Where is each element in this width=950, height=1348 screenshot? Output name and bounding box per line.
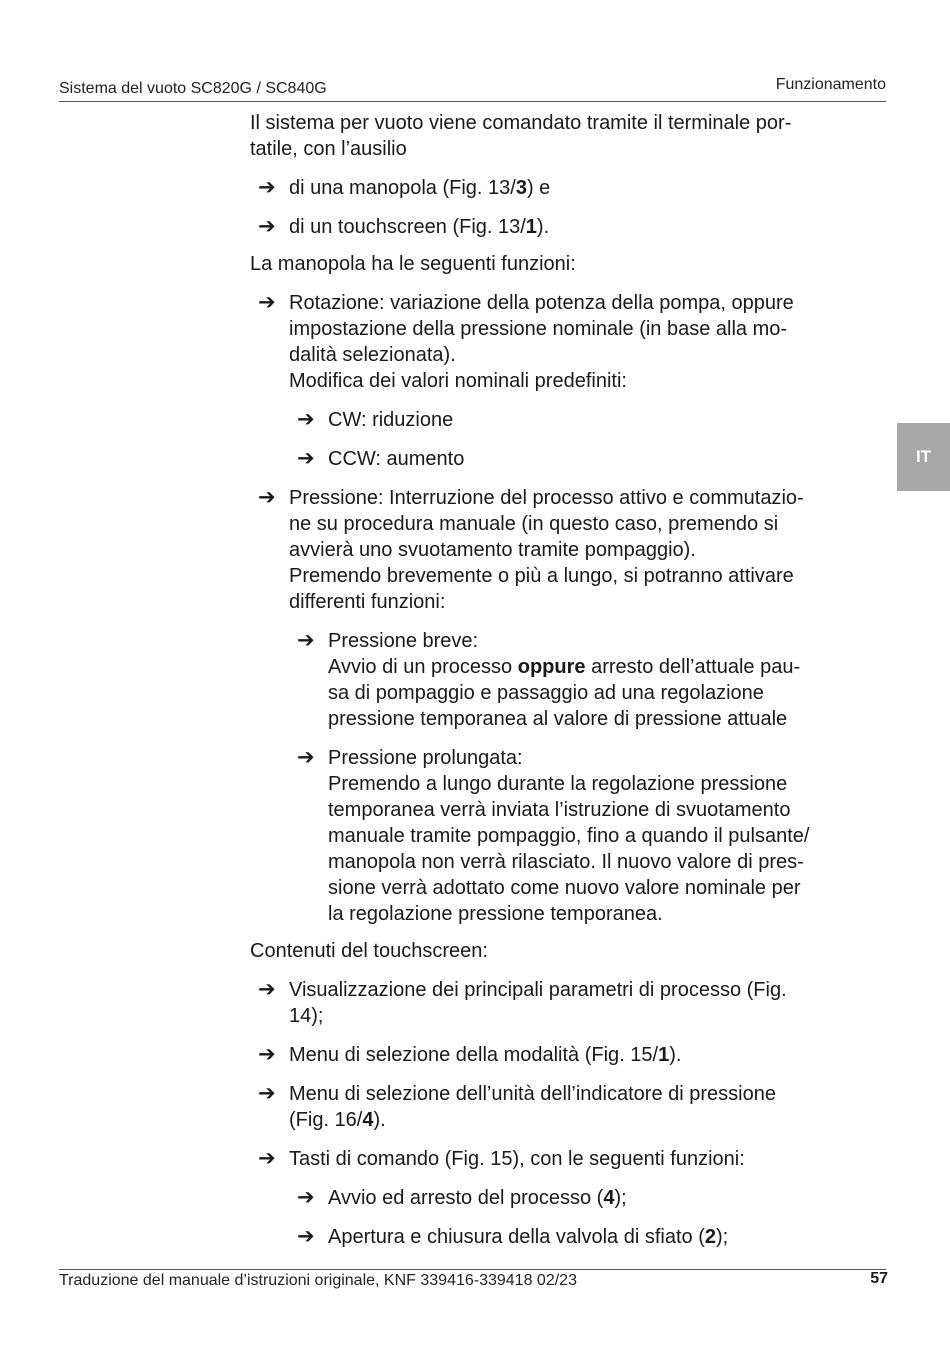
list-item-start-stop (297, 1185, 876, 1211)
arrow-right-icon: ➔ (297, 447, 315, 470)
intro-line: Il sistema per vuoto viene comandato tramite il terminale por- (250, 112, 792, 134)
list-item-text: Visualizzazione dei principali parametri di processo (Fig. 14); (289, 979, 787, 1027)
arrow-right-icon: ➔ (258, 176, 276, 199)
list-item-text: Apertura e chiusura della valvola di sfiato (2); (328, 1226, 729, 1248)
list-item-knob (258, 175, 876, 201)
arrow-right-icon: ➔ (297, 1186, 315, 1209)
arrow-right-icon: ➔ (258, 291, 276, 314)
list-item-text: Pressione prolungata: Premendo a lungo durante la regolazione pressione temporanea verrà inviata l’istruzione di svuotamento manuale tramite pompaggio, fino a quando il pulsante/ manopola non verrà rilasciato. Il nuovo valore di pres- sione verrà adottato come nuovo valore nominale per la regolazione pressione temporanea. (328, 747, 810, 925)
arrow-right-icon: ➔ (297, 629, 315, 652)
list-item-ccw (297, 446, 876, 472)
arrow-right-icon: ➔ (258, 215, 276, 238)
arrow-right-icon: ➔ (297, 408, 315, 431)
list-item-control-keys (258, 1146, 876, 1172)
list-item-touchscreen (258, 214, 876, 240)
list-item-text: Tasti di comando (Fig. 15), con le seguenti funzioni: (289, 1148, 745, 1170)
list-item-text: Pressione: Interruzione del processo attivo e commutazio- ne su procedura manuale (in questo caso, premendo si avvierà uno svuotamento tramite pompaggio). Premendo brevemente o più a lungo, si potranno attivare differenti funzioni: (289, 487, 804, 613)
list-item-text: Rotazione: variazione della potenza della pompa, oppure impostazione della pressione nominale (in base alla mo- dalità selezionata). Modifica dei valori nominali predefiniti: (289, 292, 794, 392)
arrow-right-icon: ➔ (258, 486, 276, 509)
list-item-process-display (258, 977, 876, 1029)
list-item-unit-menu (258, 1081, 876, 1133)
list-item-long-press (297, 745, 876, 927)
arrow-right-icon: ➔ (258, 1147, 276, 1170)
list-item-text: di una manopola (Fig. 13/3) e (289, 177, 551, 199)
header-section-title: Funzionamento (775, 76, 886, 93)
list-item-text: CCW: aumento (328, 448, 465, 470)
intro-paragraph (250, 110, 876, 162)
page-number: 57 (870, 1270, 888, 1287)
list-item-mode-menu (258, 1042, 876, 1068)
list-item-rotation (258, 290, 876, 394)
list-item-text: Menu di selezione dell’unità dell’indicatore di pressione (Fig. 16/4). (289, 1083, 776, 1131)
header-rule (59, 101, 886, 102)
language-tab: IT (897, 423, 950, 491)
arrow-right-icon: ➔ (258, 1043, 276, 1066)
footer-rule (59, 1269, 886, 1270)
footer-text: Traduzione del manuale d’istruzioni originale, KNF 339416-339418 02/23 (59, 1272, 577, 1289)
arrow-right-icon: ➔ (258, 978, 276, 1001)
arrow-right-icon: ➔ (297, 1225, 315, 1248)
list-item-text: CW: riduzione (328, 409, 454, 431)
header-document-title: Sistema del vuoto SC820G / SC840G (59, 80, 327, 97)
list-item-text: Avvio ed arresto del processo (4); (328, 1187, 627, 1209)
arrow-right-icon: ➔ (258, 1082, 276, 1105)
intro-line: tatile, con l’ausilio (250, 138, 407, 160)
list-item-text: Pressione breve: Avvio di un processo oppure arresto dell’attuale pau- sa di pompaggio e passaggio ad una regolazione pressione temporanea al valore di pressione attuale (328, 630, 801, 730)
list-item-text: di un touchscreen (Fig. 13/1). (289, 216, 550, 238)
list-item-short-press (297, 628, 876, 732)
list-item-press (258, 485, 876, 615)
touchscreen-heading: Contenuti del touchscreen: (250, 940, 488, 962)
list-item-vent-valve (297, 1224, 876, 1250)
knob-functions-heading: La manopola ha le seguenti funzioni: (250, 253, 576, 275)
arrow-right-icon: ➔ (297, 746, 315, 769)
list-item-cw (297, 407, 876, 433)
list-item-text: Menu di selezione della modalità (Fig. 15/1). (289, 1044, 682, 1066)
page-body (250, 110, 876, 1250)
